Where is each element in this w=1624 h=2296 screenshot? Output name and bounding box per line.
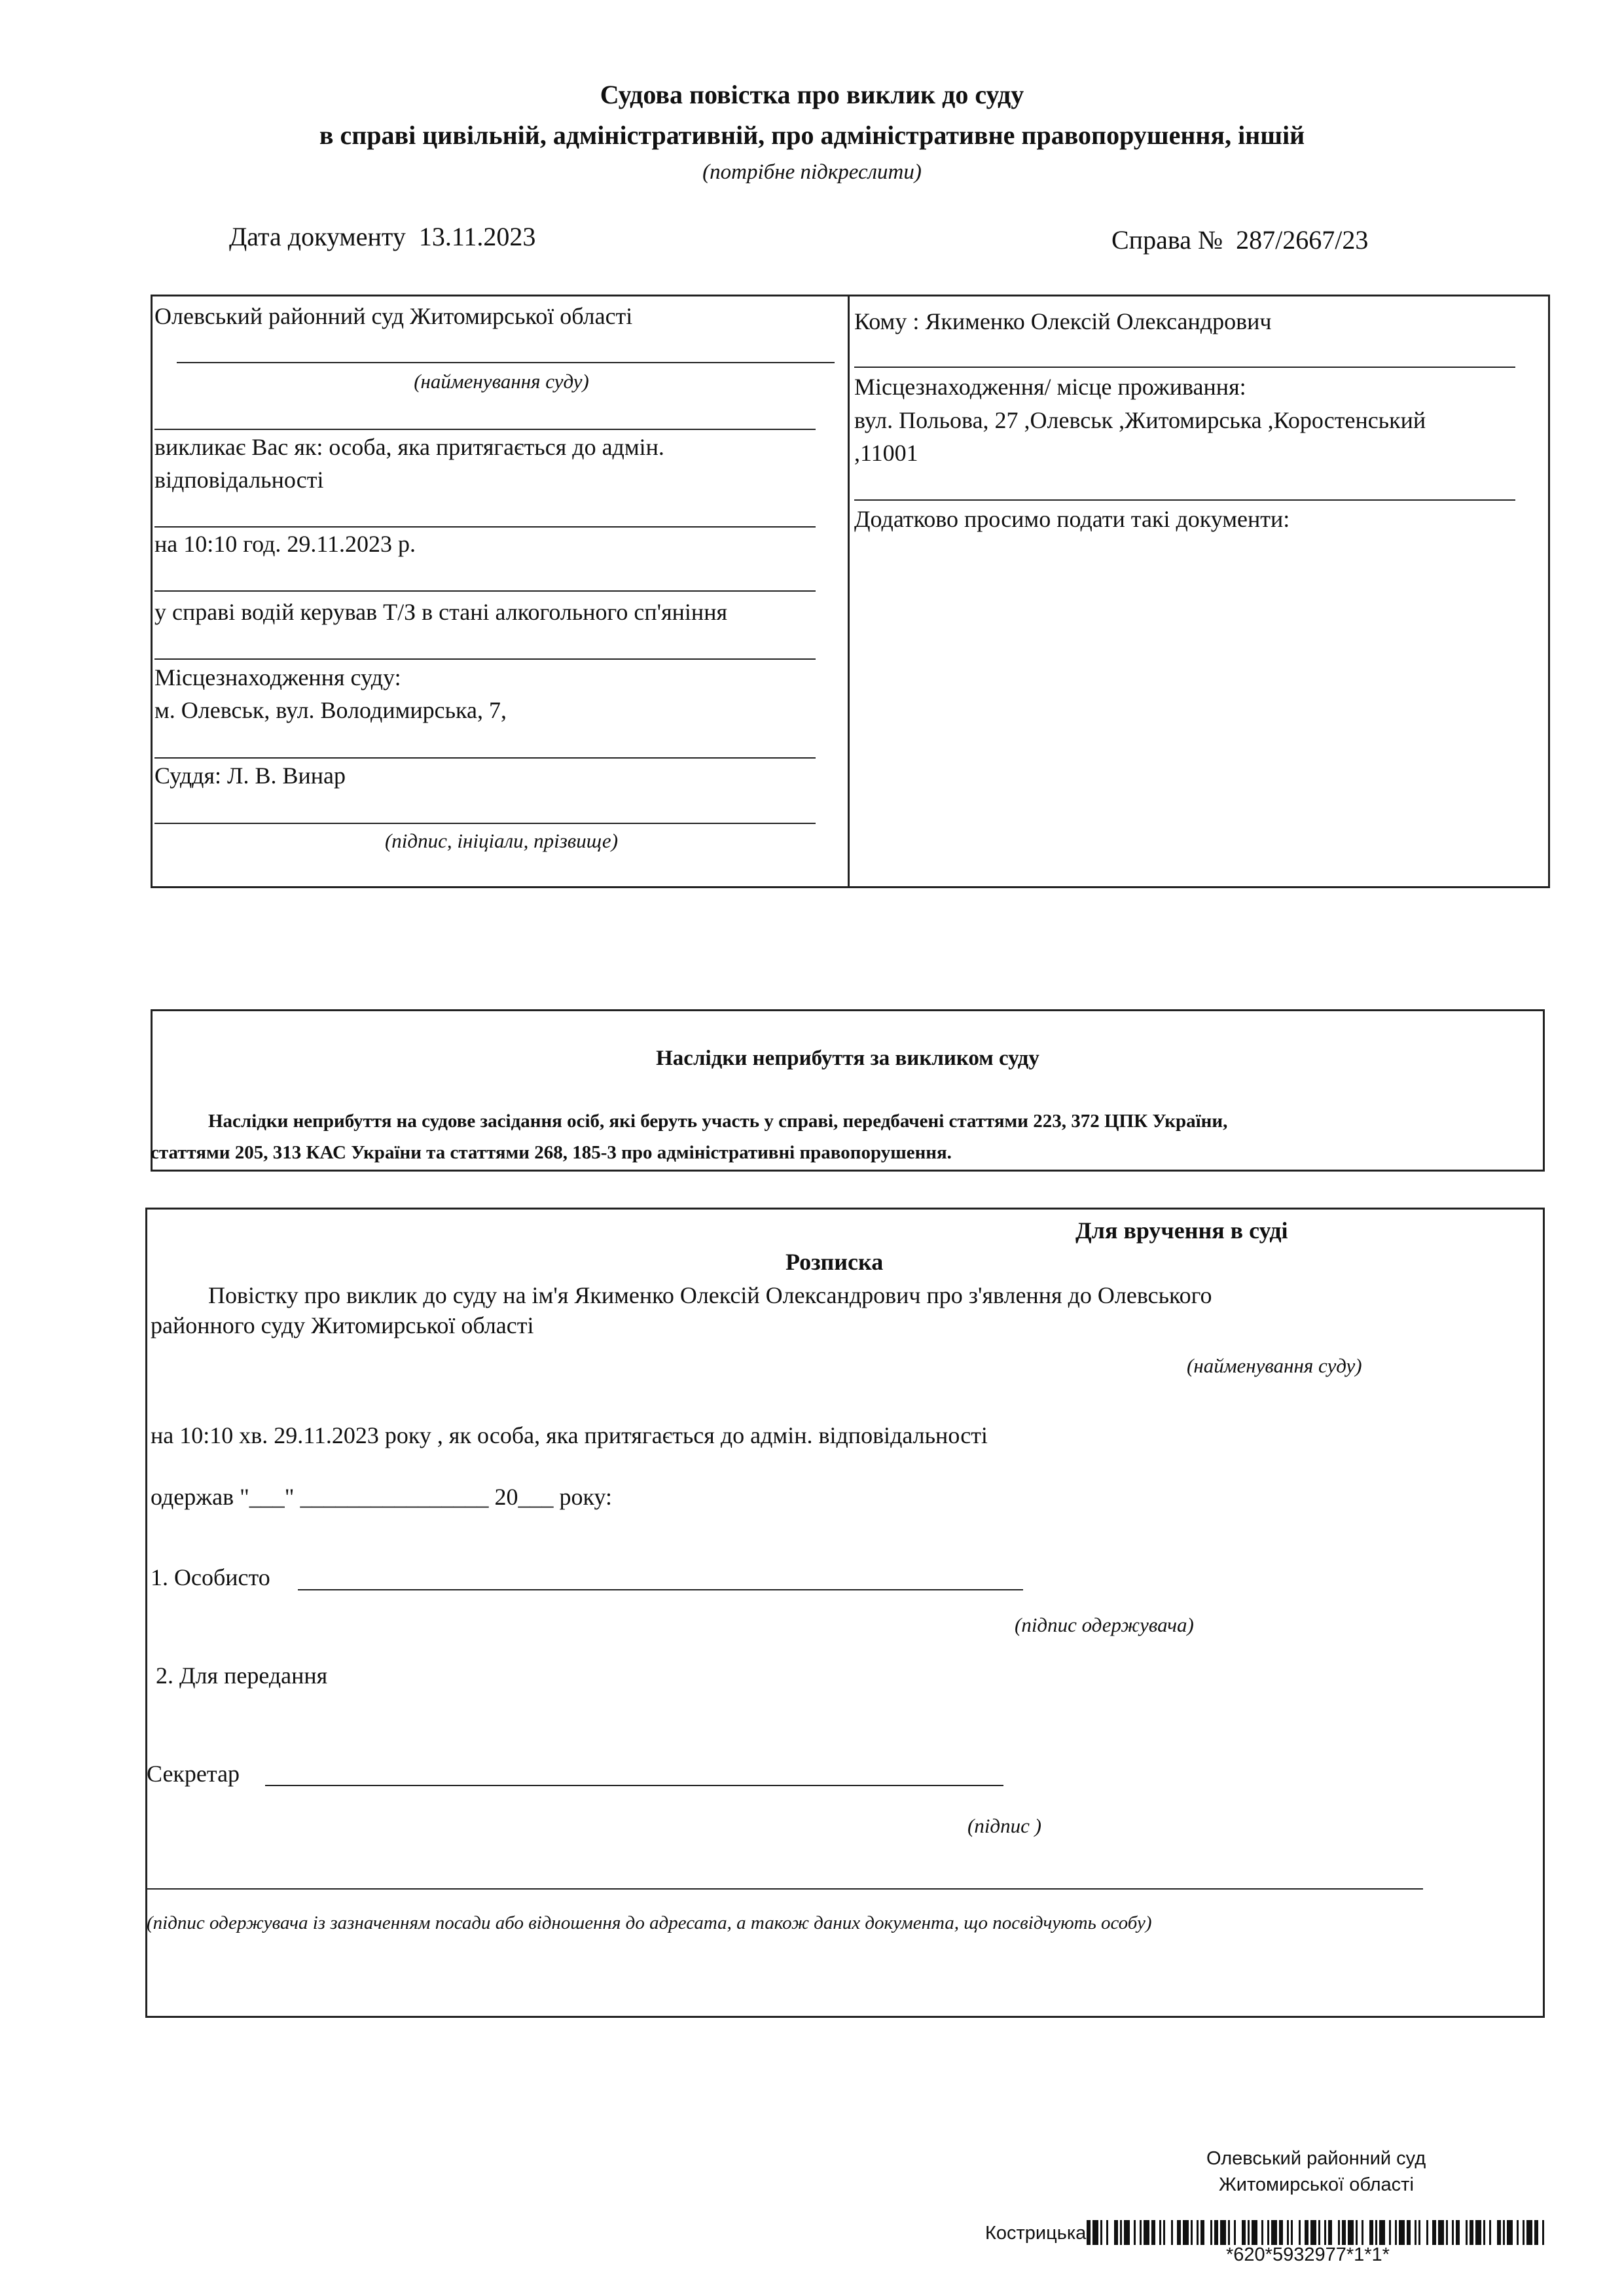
barcode-bar: [1456, 2220, 1460, 2245]
barcode-bar: [1426, 2220, 1428, 2245]
barcode-bar: [1503, 2220, 1505, 2245]
clerk-name: Кострицька: [985, 2223, 1087, 2244]
barcode-bar: [1418, 2220, 1420, 2245]
court-name-line: [177, 362, 835, 363]
barcode-bar: [1489, 2220, 1491, 2245]
signature-caption: (підпис, ініціали, прізвище): [384, 829, 619, 852]
stamp-court-line-1: Олевський районний суд: [1206, 2148, 1426, 2169]
receipt-line-2: районного суду Житомирської області: [151, 1312, 534, 1338]
barcode-bar: [1220, 2220, 1226, 2245]
personally-label: 1. Особисто: [151, 1564, 270, 1590]
recipient-signature-caption: (підпис одержувача): [1015, 1613, 1194, 1636]
barcode-bar: [1475, 2220, 1481, 2245]
case-label: Справа №: [1111, 225, 1223, 255]
personally-signature-line: [298, 1589, 1023, 1590]
document-subtitle: в справі цивільній, адміністративній, про адміністративне правопорушення, іншій: [319, 120, 1305, 150]
court-name-caption: (найменування суду): [414, 370, 589, 393]
barcode-bar: [1197, 2220, 1199, 2245]
consequences-title: Наслідки неприбуття за викликом суду: [656, 1047, 1039, 1070]
date-label: Дата документу: [229, 222, 406, 251]
barcode-bar: [1470, 2220, 1473, 2245]
case-value: 287/2667/23: [1236, 225, 1369, 255]
barcode-bar: [1214, 2220, 1218, 2245]
barcode-bar: [1483, 2220, 1485, 2245]
divider-line: [154, 590, 816, 592]
recipient-name: Кому : Якименко Олексій Олександрович: [854, 308, 1272, 334]
barcode-bar: [1399, 2220, 1405, 2245]
barcode-bar: [1177, 2220, 1181, 2245]
barcode-bar: [1395, 2220, 1397, 2245]
secretary-label: Секретар: [147, 1761, 240, 1787]
barcode-bar: [1163, 2220, 1165, 2245]
barcode-bar: [1100, 2220, 1102, 2245]
date-value: 13.11.2023: [418, 222, 536, 251]
barcode-bar: [1171, 2220, 1173, 2245]
barcode-bar: [1534, 2220, 1538, 2245]
barcode-bar: [1144, 2220, 1149, 2245]
barcode-bar: [1542, 2220, 1544, 2245]
barcode-bar: [1446, 2220, 1448, 2245]
secretary-signature-caption: (підпис ): [967, 1814, 1041, 1837]
divider-line: [854, 367, 1515, 368]
barcode-bar: [1407, 2220, 1411, 2245]
address-line-1: вул. Польова, 27 ,Олевськ ,Житомирська ,Коростенський: [854, 407, 1426, 433]
case-subject: у справі водій керував Т/З в стані алкогольного сп'яніння: [154, 599, 728, 625]
barcode-bar: [1415, 2220, 1416, 2245]
barcode-bar: [1466, 2220, 1468, 2245]
receipt-title: Розписка: [785, 1249, 884, 1275]
court-location-value: м. Олевськ, вул. Володимирська, 7,: [154, 697, 507, 723]
receipt-time-line: на 10:10 хв. 29.11.2023 року , як особа, яка притягається до адмін. відповідальності: [151, 1422, 988, 1448]
barcode-bar: [1124, 2220, 1130, 2245]
barcode-bar: [1497, 2220, 1501, 2245]
footer-caption: (підпис одержувача із зазначенням посади або відношення до адресата, а також даних документа, що посвідчують особу): [147, 1912, 1152, 1933]
case-number: [1111, 223, 1368, 258]
hearing-time: на 10:10 год. 29.11.2023 р.: [154, 531, 416, 557]
barcode-bar: [1210, 2220, 1212, 2245]
divider-line: [154, 757, 816, 759]
documents-label: Додатково просимо подати такі документи:: [854, 506, 1290, 532]
barcode-bar: [1200, 2220, 1204, 2245]
judge-signature-line: [154, 823, 816, 824]
barcode-bar: [1432, 2220, 1436, 2245]
barcode-bar: [1092, 2220, 1098, 2245]
court-location-label: Місцезнаходження суду:: [154, 664, 401, 691]
barcode-bar: [1438, 2220, 1444, 2245]
barcode-bar: [1159, 2220, 1161, 2245]
received-line: одержав "___" ________________ 20___ року:: [151, 1484, 613, 1510]
receipt-court-caption: (найменування суду): [1187, 1354, 1362, 1377]
divider-line: [154, 658, 816, 660]
barcode-bar: [1191, 2220, 1193, 2245]
divider-line: [854, 499, 1515, 501]
document-date: [229, 219, 535, 255]
barcode-text: *620*5932977*1*1*: [1226, 2244, 1390, 2265]
barcode-bar: [1114, 2220, 1118, 2245]
barcode-bar: [1087, 2220, 1091, 2245]
secretary-signature-line: [265, 1785, 1003, 1786]
barcode-bar: [1120, 2220, 1122, 2245]
barcode-bar: [1140, 2220, 1142, 2245]
barcode-bar: [1517, 2220, 1519, 2245]
barcode-bar: [1134, 2220, 1136, 2245]
divider-line: [154, 429, 816, 430]
document-title: Судова повістка про виклик до суду: [600, 80, 1024, 109]
consequences-text-line-2: статтями 205, 313 КАС України та статтями 268, 185-3 про адміністративні правопорушення.: [151, 1142, 952, 1163]
judge-name: Суддя: Л. В. Винар: [154, 762, 346, 789]
barcode-bar: [1507, 2220, 1513, 2245]
footer-signature-line: [145, 1888, 1423, 1890]
address-line-2: ,11001: [854, 440, 918, 466]
barcode-bar: [1106, 2220, 1108, 2245]
for-court-delivery: Для вручення в суді: [1075, 1217, 1288, 1244]
for-transfer-label: 2. Для передання: [156, 1662, 328, 1689]
underline-note: (потрібне підкреслити): [702, 160, 922, 184]
barcode-bar: [1452, 2220, 1454, 2245]
called-as: викликає Вас як: особа, яка притягається до адмін. відповідальності: [154, 434, 664, 493]
address-label: Місцезнаходження/ місце проживання:: [854, 374, 1246, 400]
receipt-line-1: Повістку про виклик до суду на ім'я Якименко Олексій Олександрович про з'явлення до Олевського: [208, 1282, 1212, 1308]
barcode-bar: [1183, 2220, 1189, 2245]
barcode-bar: [1526, 2220, 1532, 2245]
court-name: Олевський районний суд Житомирської області: [154, 303, 633, 329]
consequences-text-line-1: Наслідки неприбуття на судове засідання осіб, які беруть участь у справі, передбачені статтями 223, 372 ЦПК України,: [208, 1111, 1228, 1132]
barcode-bar: [1151, 2220, 1155, 2245]
stamp-court-line-2: Житомирської області: [1219, 2174, 1414, 2195]
barcode-bar: [1523, 2220, 1525, 2245]
